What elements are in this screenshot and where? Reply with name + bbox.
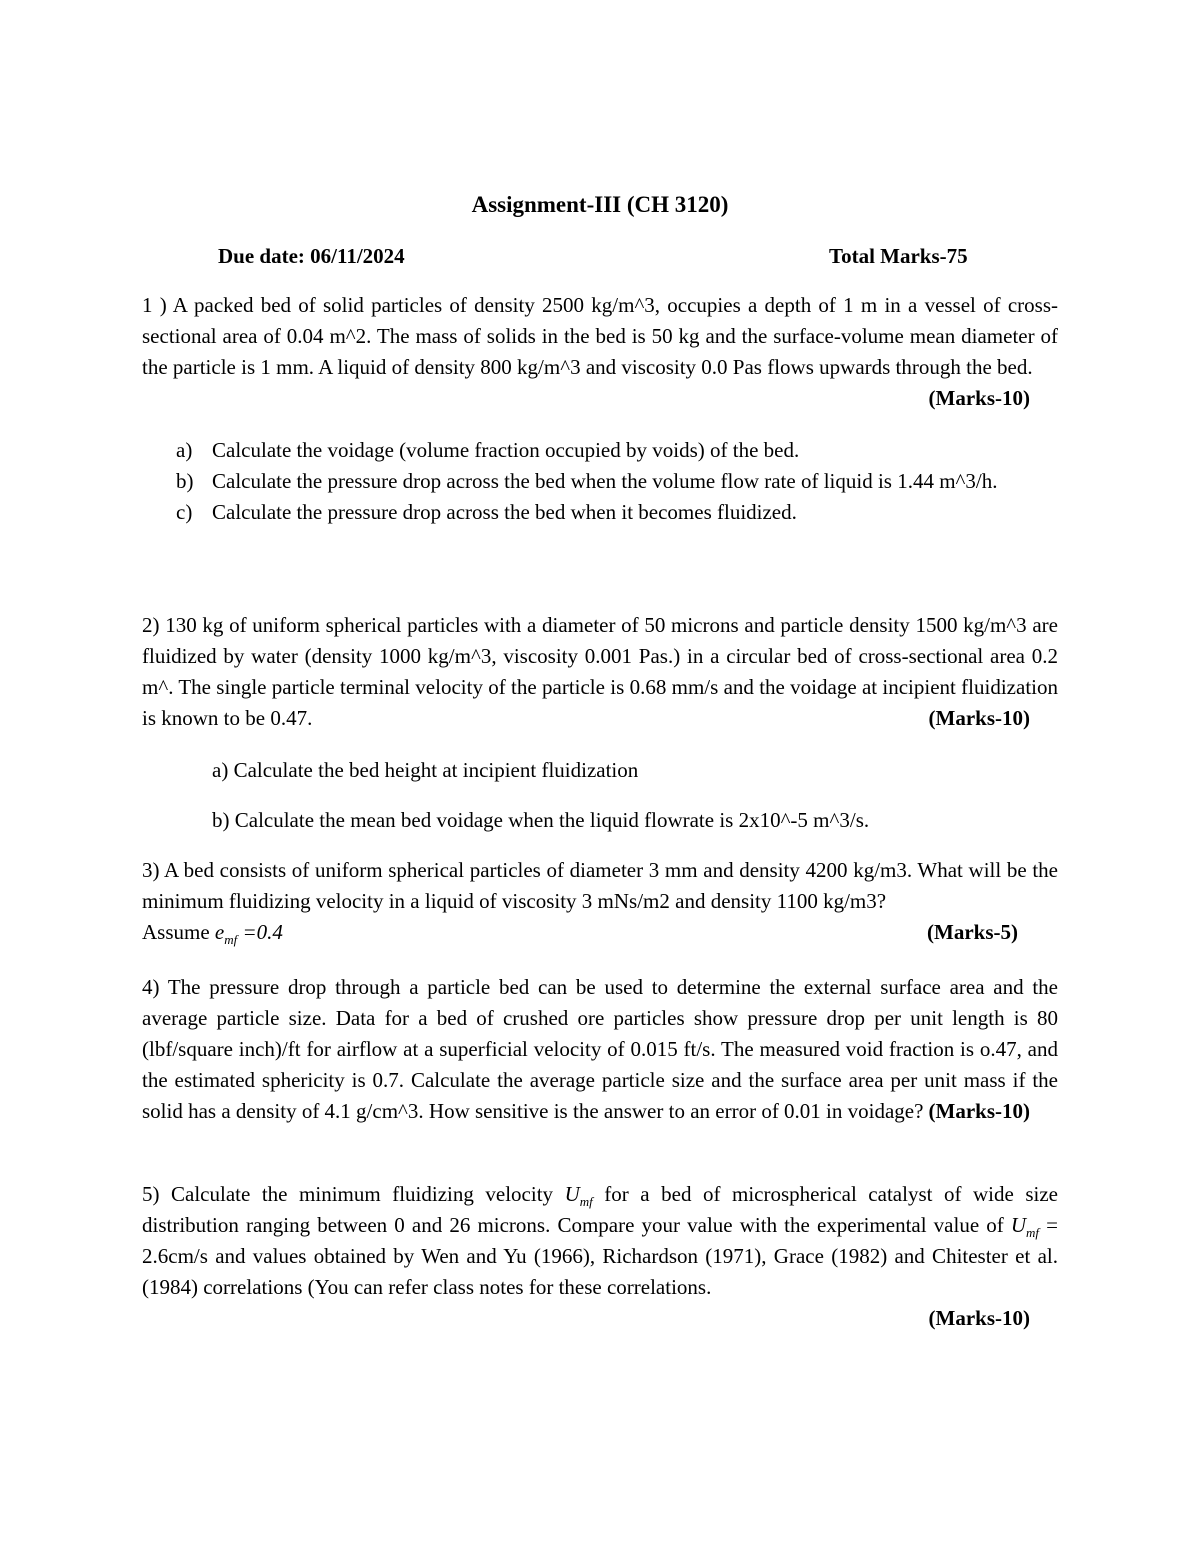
e-mf-symbol: $e_{mf}$	[214, 920, 238, 948]
question-2-part-a: a) Calculate the bed height at incipient fluidization	[212, 758, 639, 782]
assume-value: =0.4	[237, 920, 283, 944]
due-date: Due date: 06/11/2024	[218, 244, 405, 268]
u-mf-symbol: $U_{mf}$	[564, 1182, 593, 1210]
part-label: a)	[176, 438, 193, 462]
question-4	[142, 972, 1058, 1127]
question-4-marks: (Marks-10)	[928, 1099, 1030, 1123]
question-1-parts	[142, 435, 1058, 528]
question-2-part-b: b) Calculate the mean bed voidage when the liquid flowrate is 2x10^-5 m^3/s.	[212, 808, 870, 832]
question-1-marks: (Marks-10)	[928, 386, 1030, 410]
question-1-part-b	[142, 466, 1058, 497]
question-4-text: 4) The pressure drop through a particle bed can be used to determine the external surface area and the average particle size. Data for a bed of crushed ore particles show pressure drop per unit length is 80 (lbf/square inch)/ft for airflow at a superficial velocity of 0.015 ft/s. The measured void fraction is o.47, and the estimated sphericity is 0.7. Calculate the average particle size and the surface area per unit mass if the solid has a density of 4.1 g/cm^3. How sensitive is the answer to an error of 0.01 in voidage?	[142, 975, 1058, 1123]
question-5-marks: (Marks-10)	[928, 1306, 1030, 1330]
question-5-text-1: 5) Calculate the minimum fluidizing velocity	[142, 1182, 565, 1206]
question-2	[142, 610, 1058, 734]
question-3-assumption	[142, 917, 1058, 948]
question-3-marks: (Marks-5)	[927, 920, 1018, 944]
part-text: Calculate the pressure drop across the bed when the volume flow rate of liquid is 1.44 m^3/h.	[212, 469, 998, 493]
assume-prefix: Assume	[142, 920, 215, 944]
part-text: Calculate the pressure drop across the bed when it becomes fluidized.	[212, 500, 797, 524]
question-1-part-a	[142, 435, 1058, 466]
total-marks: Total Marks-75	[829, 244, 968, 268]
part-label: b)	[176, 469, 194, 493]
question-1-part-c	[142, 497, 1058, 528]
question-3	[142, 855, 1058, 948]
question-5-text-3: = 2.6cm/s and values obtained by Wen and Yu (1966), Richardson (1971), Grace (1982) and Chitester et al. (1984) correlations (You can refer class notes for these correlations.	[142, 1213, 1059, 1299]
u-mf-symbol: $U_{mf}$	[1010, 1213, 1040, 1241]
page-title: Assignment-III (CH 3120)	[471, 192, 729, 217]
question-1	[142, 290, 1058, 414]
question-2-marks: (Marks-10)	[928, 706, 1030, 730]
question-3-text: 3) A bed consists of uniform spherical particles of diameter 3 mm and density 4200 kg/m3. What will be the minimum fluidizing velocity in a liquid of viscosity 3 mNs/m2 and density 1100 kg/m3?	[142, 858, 1058, 913]
question-1-text: 1 ) A packed bed of solid particles of density 2500 kg/m^3, occupies a depth of 1 m in a vessel of cross-sectional area of 0.04 m^2. The mass of solids in the bed is 50 kg and the surface-volume mean diameter of the particle is 1 mm. A liquid of density 800 kg/m^3 and viscosity 0.0 Pas flows upwards through the bed.	[142, 293, 1058, 379]
part-label: c)	[176, 500, 193, 524]
question-5	[142, 1179, 1058, 1303]
question-2-text: 2) 130 kg of uniform spherical particles with a diameter of 50 microns and particle density 1500 kg/m^3 are fluidized by water (density 1000 kg/m^3, viscosity 0.001 Pas.) in a circular bed of cross-sectional area 0.2 m^. The single particle terminal velocity of the particle is 0.68 mm/s and the voidage at incipient fluidization is known to be 0.47.	[142, 613, 1058, 730]
question-5-text-2: for a bed of microspherical catalyst of wide size distribution ranging between 0 and 26 microns. Compare your value with the experimental value of	[142, 1182, 1058, 1237]
part-text: Calculate the voidage (volume fraction occupied by voids) of the bed.	[212, 438, 800, 462]
